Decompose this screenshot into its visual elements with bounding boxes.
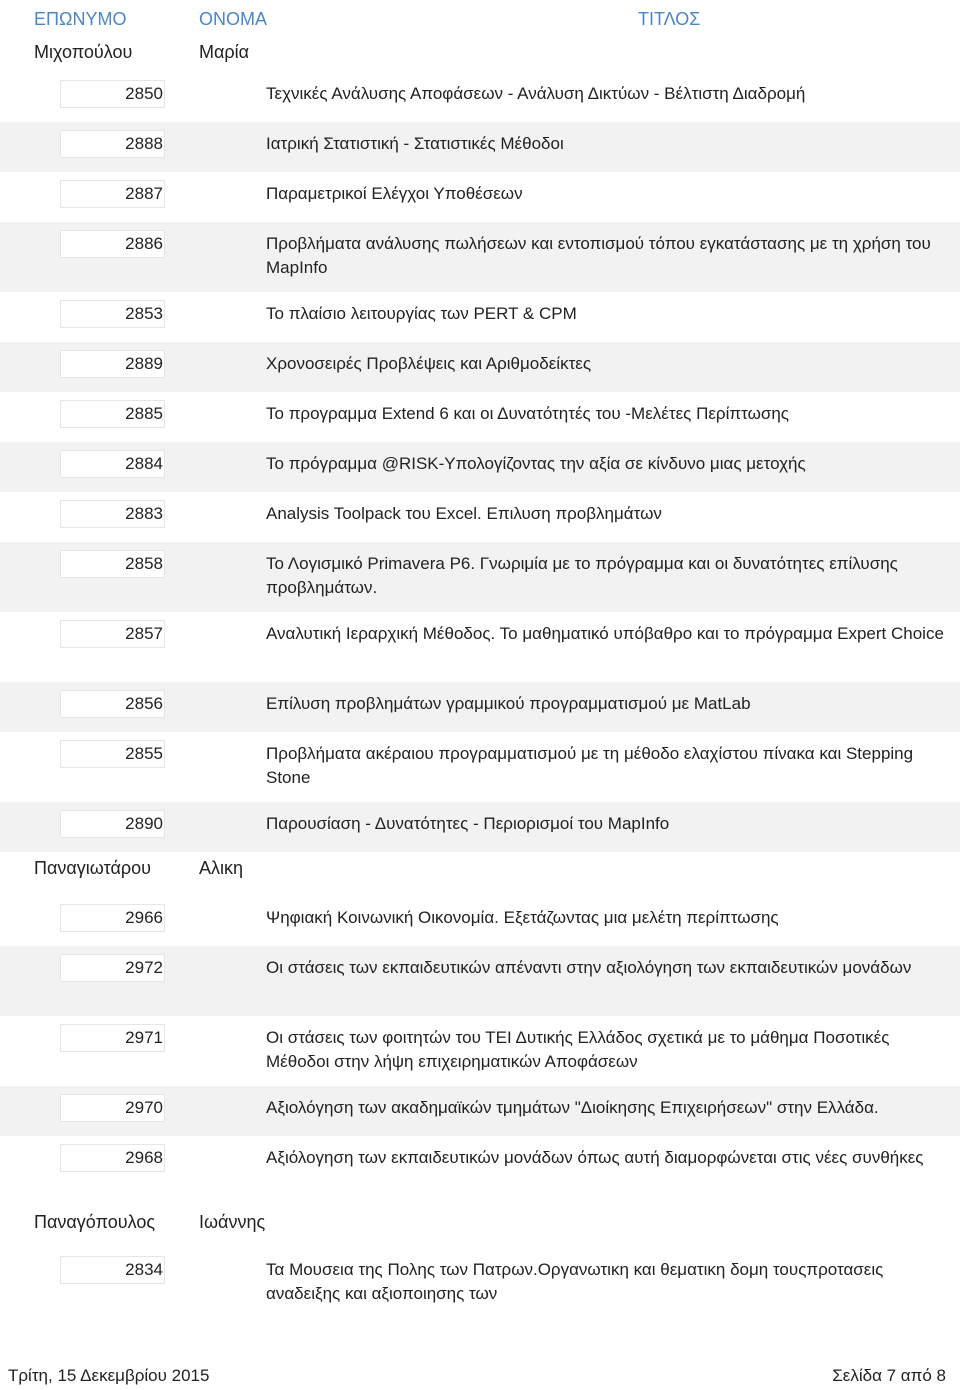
thesis-row	[0, 896, 960, 946]
thesis-code: 2853	[125, 304, 163, 323]
thesis-title: Οι στάσεις των εκπαιδευτικών απέναντι στην αξιολόγηση των εκπαιδευτικών μονάδων	[266, 958, 912, 977]
author-row	[0, 1206, 960, 1248]
thesis-row	[0, 342, 960, 392]
thesis-row	[0, 222, 960, 292]
thesis-row	[0, 72, 960, 122]
thesis-title: Αξιολόγηση των ακαδημαϊκών τμημάτων "Διοίκησης Επιχειρήσεων" στην Ελλάδα.	[266, 1098, 879, 1117]
thesis-title: Αξιόλογηση των εκπαιδευτικών μονάδων όπως αυτή διαμορφώνεται στις νέες συνθήκες	[266, 1148, 924, 1167]
thesis-row	[0, 1086, 960, 1136]
thesis-code: 2885	[125, 404, 163, 423]
thesis-code: 2850	[125, 84, 163, 103]
thesis-row	[0, 946, 960, 1016]
thesis-code: 2968	[125, 1148, 163, 1167]
thesis-code: 2888	[125, 134, 163, 153]
thesis-code: 2886	[125, 234, 163, 253]
thesis-title: Το προγραμμα Extend 6 και οι Δυνατότητές του -Μελέτες Περίπτωσης	[266, 404, 789, 423]
thesis-row	[0, 392, 960, 442]
thesis-title: Τα Μουσεια της Πολης των Πατρων.Οργανωτικη και θεματικη δομη τουςπροτασεις αναδειξης και αξιοποιησης των	[266, 1260, 884, 1303]
thesis-row	[0, 1136, 960, 1206]
thesis-row	[0, 802, 960, 852]
thesis-code: 2887	[125, 184, 163, 203]
thesis-row	[0, 1248, 960, 1318]
thesis-row	[0, 542, 960, 612]
header-name: ΟΝΟΜΑ	[199, 9, 268, 29]
thesis-code: 2856	[125, 694, 163, 713]
thesis-title: Επίλυση προβλημάτων γραμμικού προγραμματισμού με MatLab	[266, 694, 751, 713]
thesis-row	[0, 682, 960, 732]
thesis-listing	[0, 40, 960, 1318]
thesis-row	[0, 1016, 960, 1086]
thesis-title: Παρουσίαση - Δυνατότητες - Περιορισμοί του MapInfo	[266, 814, 670, 833]
thesis-row	[0, 292, 960, 342]
author-surname: Μιχοπούλου	[34, 42, 133, 62]
thesis-title: Χρονοσειρές Προβλέψεις και Αριθμοδείκτες	[266, 354, 592, 373]
thesis-title: Αναλυτική Ιεραρχική Μέθοδος. Το μαθηματικό υπόβαθρο και το πρόγραμμα Expert Choice	[266, 624, 944, 643]
thesis-row	[0, 442, 960, 492]
thesis-code: 2884	[125, 454, 163, 473]
thesis-title: Το πλαίσιο λειτουργίας των PERT & CPM	[266, 304, 577, 323]
thesis-title: Τεχνικές Ανάλυσης Αποφάσεων - Ανάλυση Δικτύων - Βέλτιστη Διαδρομή	[266, 84, 806, 103]
thesis-title: Το πρόγραμμα @RISK-Υπολογίζοντας την αξία σε κίνδυνο μιας μετοχής	[266, 454, 806, 473]
author-surname: Παναγόπουλος	[34, 1212, 155, 1232]
thesis-title: Ιατρική Στατιστική - Στατιστικές Μέθοδοι	[266, 134, 564, 153]
column-header	[0, 0, 960, 40]
author-name: Μαρία	[199, 42, 250, 62]
thesis-code: 2966	[125, 908, 163, 927]
author-name: Ιωάννης	[199, 1212, 266, 1232]
footer-page-number: Σελίδα 7 από 8	[832, 1366, 946, 1385]
thesis-code: 2890	[125, 814, 163, 833]
thesis-code: 2857	[125, 624, 163, 643]
thesis-row	[0, 732, 960, 802]
thesis-code: 2972	[125, 958, 163, 977]
thesis-title: Οι στάσεις των φοιτητών του ΤΕΙ Δυτικής Ελλάδος σχετικά με το μάθημα Ποσοτικές Μέθοδοι στην λήψη επιχειρηματικών Αποφάσεων	[266, 1028, 890, 1071]
thesis-row	[0, 172, 960, 222]
thesis-title: Ψηφιακή Κοινωνική Οικονομία. Εξετάζωντας μια μελέτη περίπτωσης	[266, 908, 779, 927]
thesis-code: 2971	[125, 1028, 163, 1047]
thesis-title: Το Λογισμικό Primavera P6. Γνωριμία με το πρόγραμμα και οι δυνατότητες επίλυσης προβλημάτων.	[266, 554, 898, 597]
header-title: ΤΙΤΛΟΣ	[638, 9, 701, 29]
thesis-title: Analysis Toolpack του Excel. Επιλυση προβλημάτων	[266, 504, 662, 523]
thesis-row	[0, 492, 960, 542]
thesis-code: 2970	[125, 1098, 163, 1117]
thesis-title: Παραμετρικοί Ελέγχοι Υποθέσεων	[266, 184, 523, 203]
header-surname: ΕΠΩΝΥΜΟ	[34, 9, 127, 29]
thesis-row	[0, 122, 960, 172]
footer-date: Τρίτη, 15 Δεκεμβρίου 2015	[8, 1366, 210, 1385]
author-name: Αλικη	[199, 858, 244, 878]
author-surname: Παναγιωτάρου	[34, 858, 151, 878]
thesis-title: Προβλήματα ανάλυσης πωλήσεων και εντοπισμού τόπου εγκατάστασης με τη χρήση του MapInfo	[266, 234, 931, 277]
page-footer	[0, 1366, 960, 1390]
author-row	[0, 852, 960, 896]
thesis-code: 2858	[125, 554, 163, 573]
thesis-title: Προβλήματα ακέραιου προγραμματισμού με τη μέθοδο ελαχίστου πίνακα και Stepping Stone	[266, 744, 914, 787]
thesis-code: 2883	[125, 504, 163, 523]
thesis-code: 2855	[125, 744, 163, 763]
thesis-code: 2834	[125, 1260, 163, 1279]
thesis-row	[0, 612, 960, 682]
author-row	[0, 40, 960, 72]
thesis-code: 2889	[125, 354, 163, 373]
